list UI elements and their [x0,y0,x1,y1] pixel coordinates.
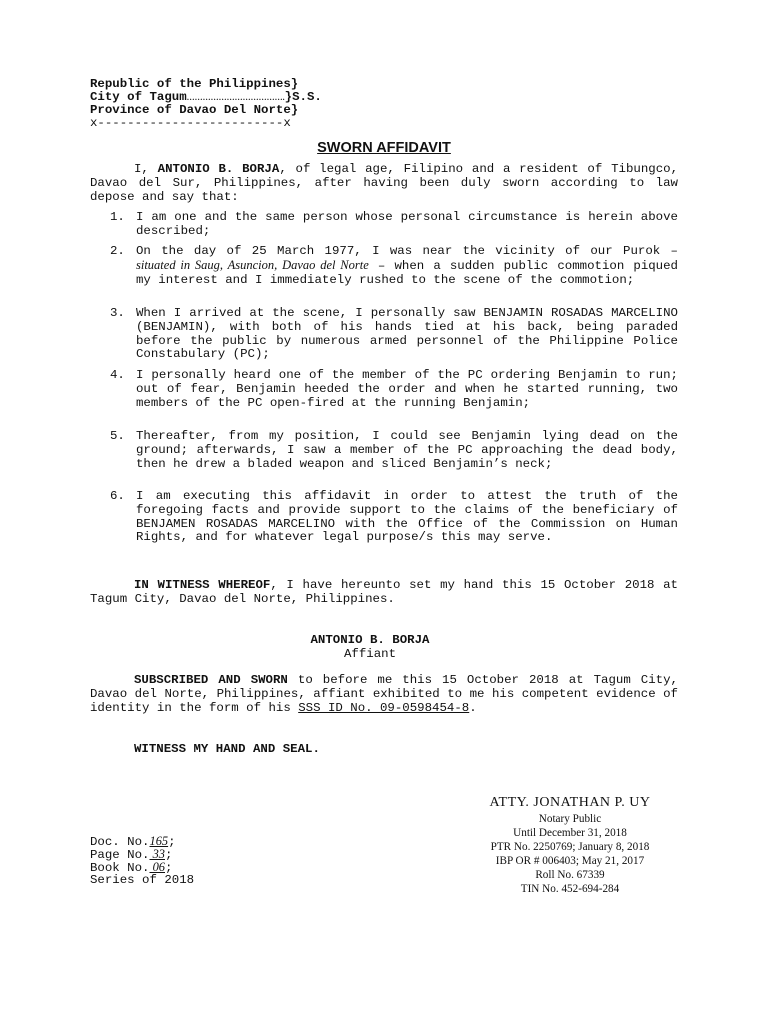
notary-roll: Roll No. 67339 [535,869,605,881]
intro-prefix: I, [134,162,158,176]
list-item [110,430,678,471]
affiant-name-intro: ANTONIO B. BORJA [157,162,280,176]
item2-text-b: – when a sudden public commotion piqued my interest and I immediately rushed to the scene of the commotion; [136,258,678,287]
list-item-number: 4. [110,368,125,382]
list-item [110,307,678,362]
list-item-text: When I arrived at the scene, I personally saw BENJAMIN ROSADAS MARCELINO (BENJAMIN), with both of his hands tied at his back, being paraded before the public by numerous armed personnel of the Philippine Police Constabulary (PC); [136,306,678,362]
witness-whereof-paragraph [90,579,678,607]
caption-city-label: City of Tagum [90,90,187,104]
list-item-number: 5. [110,429,125,443]
doc-number: Doc. No.165; [90,834,176,849]
jurat-heading: SUBSCRIBED AND SWORN [134,673,288,687]
intro-text: , of legal age, Filipino and a resident of Tibungco, Davao del Sur, Philippines, after having been duly sworn according to law depose and say that: [90,162,678,204]
page-number-label: Page No. [90,848,150,862]
notary-ptr: PTR No. 2250769; January 8, 2018 [490,841,650,853]
list-item [110,211,678,239]
list-item-text: I am one and the same person whose personal circumstance is herein above described; [136,210,678,238]
book-number-value: 06 [149,860,165,874]
list-item-text: Thereafter, from my position, I could see Benjamin lying dead on the ground; afterwards, I saw a member of the PC approaching the dead body, then he drew a bladed weapon and sliced Benjamin’s neck; [136,429,678,471]
item2-italic-location: situated in Saug, Asuncion, Davao del Norte [136,257,369,272]
intro-paragraph [90,163,678,204]
document-title [0,140,768,156]
item2-text-a: On the day of 25 March 1977, I was near the vicinity of our Purok – [136,244,678,258]
caption-divider: x-------------------------x [90,116,291,130]
book-number-label: Book No. [90,861,150,875]
caption-ss: }S.S. [284,90,322,104]
affiant-signature-name: ANTONIO B. BORJA [310,633,430,647]
list-item [110,369,678,410]
notary-commission: Until December 31, 2018 [513,827,627,839]
series-year: Series of 2018 [90,873,195,887]
document-title-text: SWORN AFFIDAVIT [317,140,451,156]
doc-number-value: 165 [149,834,169,848]
page-number: Page No. 33; [90,847,173,862]
affiant-label: Affiant [343,647,397,661]
jurat-end: . [469,700,477,715]
sss-id-number: SSS ID No. 09-0598454-8 [298,700,470,715]
notary-ibp: IBP OR # 006403; May 21, 2017 [495,855,645,867]
witness-whereof-text: , I have hereunto set my hand this 15 October 2018 at Tagum City, Davao del Norte, Philippines. [90,578,678,606]
doc-number-label: Doc. No. [90,835,150,849]
list-item-text: I am executing this affidavit in order to attest the truth of the foregoing facts and provide support to the claims of the beneficiary of BENJAMEN ROSADAS MARCELINO with the Office of the Commission on Human Rights, and for whatever legal purpose/s this may serve. [136,489,678,545]
list-item-number: 1. [110,210,125,224]
list-item [110,490,678,545]
witness-hand-seal: WITNESS MY HAND AND SEAL. [134,742,320,756]
list-item [110,245,678,287]
list-item-number: 2. [110,244,125,258]
jurat-paragraph [90,674,678,715]
caption-republic: Republic of the Philippines} [90,77,299,91]
caption-city-dots: ………………………………. [186,93,285,102]
page-number-value: 33 [149,847,165,861]
notary-name: ATTY. JONATHAN P. UY [489,795,651,810]
book-number: Book No. 06; [90,860,173,875]
notary-title: Notary Public [538,813,602,825]
caption-province: Province of Davao Del Norte} [90,103,299,117]
jurat-text: to before me this 15 October 2018 at Tagum City, Davao del Norte, Philippines, affiant exhibited to me his competent evidence of identity in the form of his [90,673,678,715]
list-item-text [136,245,678,287]
list-item-text: I personally heard one of the member of the PC ordering Benjamin to run; out of fear, Benjamin heeded the order and when he started running, two members of the PC open-fired at the running Benjamin; [136,368,678,410]
list-item-number: 6. [110,489,125,503]
list-item-number: 3. [110,306,125,320]
notary-tin: TIN No. 452-694-284 [520,883,620,895]
witness-whereof-heading: IN WITNESS WHEREOF [134,578,271,592]
